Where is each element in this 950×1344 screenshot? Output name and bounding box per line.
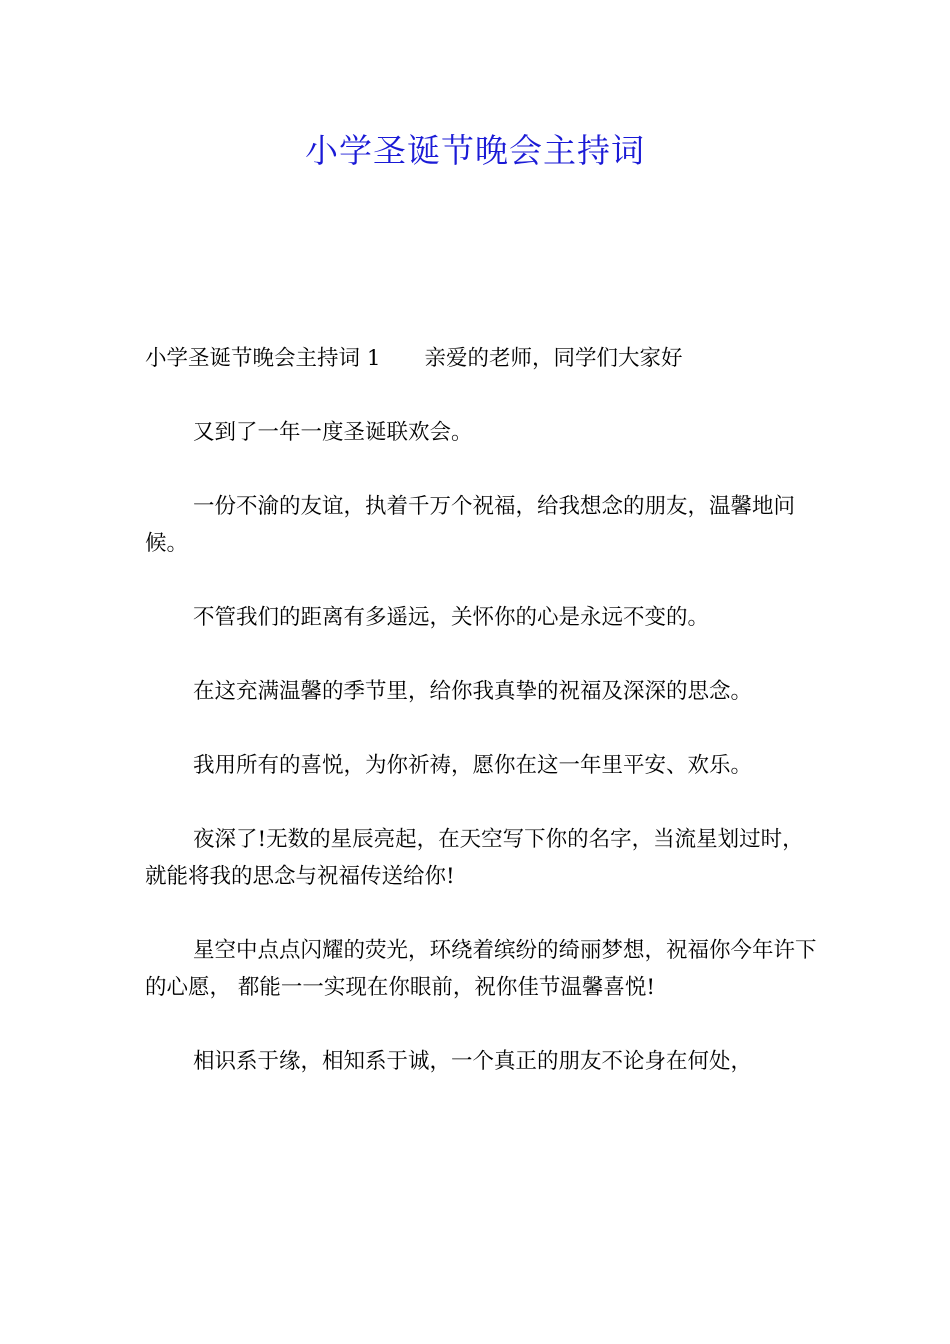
paragraph-2: 一份不渝的友谊，执着千万个祝福，给我想念的朋友，温馨地问候。 [145, 494, 796, 556]
paragraph-3: 不管我们的距离有多遥远，关怀你的心是永远不变的。 [193, 605, 710, 630]
paragraph-7: 星空中点点闪耀的荧光，环绕着缤纷的绮丽梦想，祝福你今年许下的心愿， 都能一一实现在你眼前，祝你佳节温馨喜悦! [145, 938, 817, 1000]
section-title: 小学圣诞节晚会主持词 1 [145, 346, 381, 371]
paragraph-5: 我用所有的喜悦，为你祈祷，愿你在这一年里平安、欢乐。 [193, 753, 753, 778]
document-body [145, 340, 825, 1117]
paragraph-1: 又到了一年一度圣诞联欢会。 [193, 420, 473, 445]
document-title: 小学圣诞节晚会主持词 [305, 131, 645, 170]
paragraph-6: 夜深了!无数的星辰亮起，在天空写下你的名字，当流星划过时， 就能将我的思念与祝福传送给你! [145, 827, 804, 889]
paragraph-4: 在这充满温馨的季节里，给你我真挚的祝福及深深的思念。 [193, 679, 753, 704]
paragraph-8: 相识系于缘，相知系于诚，一个真正的朋友不论身在何处， [193, 1049, 753, 1074]
greeting-text: 亲爱的老师，同学们大家好 [424, 346, 683, 371]
heading-paragraph [145, 340, 825, 377]
